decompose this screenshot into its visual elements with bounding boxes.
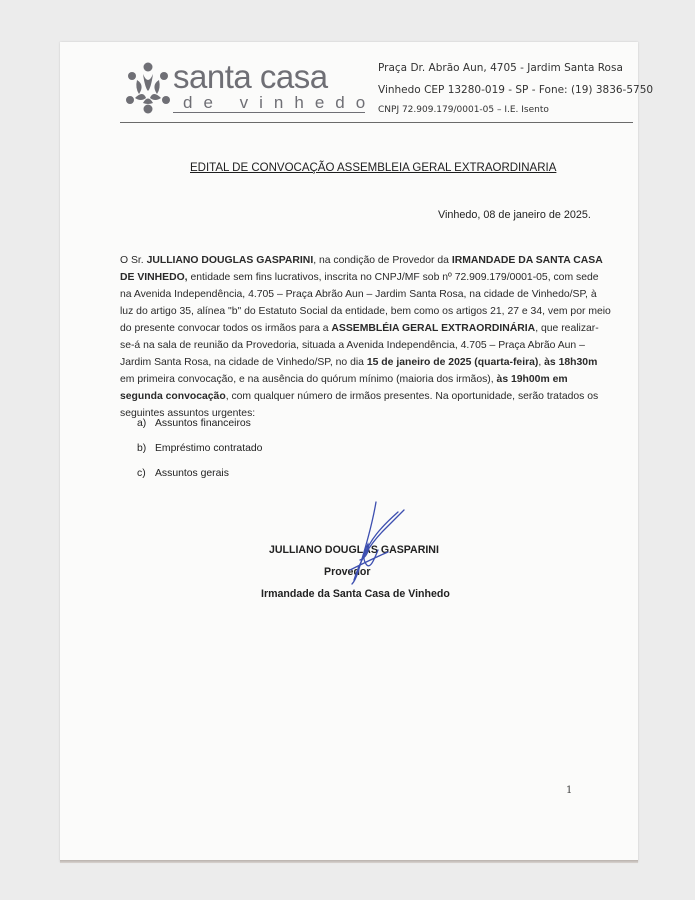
body-line: em primeira convocação, e na ausência do quórum mínimo (maioria dos irmãos), às 19h00m em [120,374,568,385]
body-line: na Avenida Independência, 4.705 – Praça Abrão Aun – Jardim Santa Rosa, na cidade de Vinhedo/SP, à [120,289,597,300]
document-title: EDITAL DE CONVOCAÇÃO ASSEMBLEIA GERAL EXTRAORDINARIA [190,162,557,174]
signatory-name: JULLIANO DOUGLAS GASPARINI [269,544,439,556]
document-date: Vinhedo, 08 de janeiro de 2025. [438,209,591,221]
page-bottom-edge [60,860,638,863]
body-line: Jardim Santa Rosa, na cidade de Vinhedo/SP, no dia 15 de janeiro de 2025 (quarta-feira), às 18h30m [120,357,598,368]
body-line: do presente convocar todos os irmãos para a ASSEMBLÉIA GERAL EXTRAORDINÁRIA, que realizar- [120,323,599,334]
body-line: se-á na sala de reunião da Provedoria, situada a Avenida Independência, 4.705 – Praça Abrão Aun – [120,340,585,351]
address-line-3: CNPJ 72.909.179/0001-05 – I.E. Isento [378,105,549,115]
logo-sub-text: de vinhedo [183,93,377,112]
signatory-role: Provedor [324,566,371,578]
body-line: segunda convocação, com qualquer número de irmãos presentes. Na oportunidade, serão tratados os [120,391,599,402]
body-line: seguintes assuntos urgentes: [120,408,256,419]
logo-main-text: santa casa [173,58,328,95]
body-line: DE VINHEDO, entidade sem fins lucrativos, inscrita no CNPJ/MF sob nº 72.909.179/0001-05, com sede [120,272,599,283]
list-item: b) Empréstimo contratado [137,443,263,454]
body-line: luz do artigo 35, alínea "b" do Estatuto Social da entidade, bem como os artigos 21, 27 e 34, vem por meio [120,306,611,317]
list-item: c) Assuntos gerais [137,468,229,479]
address-line-2: Vinhedo CEP 13280-019 - SP - Fone: (19) 3836-5750 [378,84,654,96]
body-line: O Sr. JULLIANO DOUGLAS GASPARINI, na condição de Provedor da IRMANDADE DA SANTA CASA [120,255,603,266]
handwritten-signature-icon [340,500,410,585]
signatory-organization: Irmandade da Santa Casa de Vinhedo [261,588,450,600]
list-item: a) Assuntos financeiros [137,418,251,429]
page-number: 1 [566,785,573,796]
logo-figures-icon [121,58,175,118]
santa-casa-logo [121,58,377,118]
header-divider [120,122,633,123]
address-line-1: Praça Dr. Abrão Aun, 4705 - Jardim Santa Rosa [378,62,623,74]
